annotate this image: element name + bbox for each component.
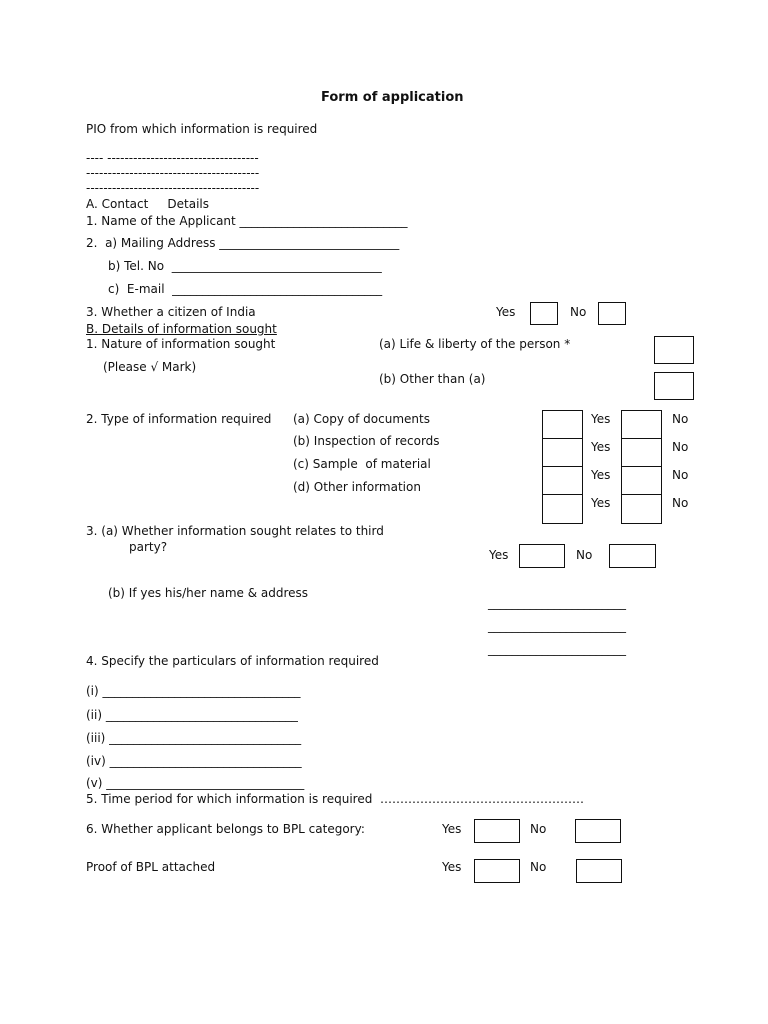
citizen-no-checkbox[interactable] [598, 302, 626, 325]
type-copy-yes-checkbox[interactable] [542, 410, 583, 439]
third-party-yes-label: Yes [489, 548, 509, 562]
please-mark-note: (Please √ Mark) [103, 360, 197, 374]
pio-line-1[interactable]: ---- ----------------------------------- [86, 151, 259, 165]
citizen-label: 3. Whether a citizen of India [86, 305, 256, 319]
specify-label: 4. Specify the particulars of information required [86, 654, 379, 668]
third-party-no-label: No [576, 548, 593, 562]
particular-ii-field[interactable]: (ii) ________________________________ [86, 708, 298, 722]
particular-v-field[interactable]: (v) _________________________________ [86, 776, 305, 790]
life-liberty-checkbox[interactable] [654, 336, 694, 364]
type-copy-no-label: No [672, 412, 689, 426]
type-other-no-label: No [672, 496, 689, 510]
proof-no-checkbox[interactable] [576, 859, 622, 883]
email-field[interactable]: c) E-mail ___________________________________ [108, 282, 383, 296]
third-party-no-checkbox[interactable] [609, 544, 656, 568]
address-line-1[interactable]: _______________________ [488, 596, 626, 610]
type-other-label: (d) Other information [293, 480, 421, 494]
pio-label: PIO from which information is required [86, 122, 318, 136]
bpl-no-checkbox[interactable] [575, 819, 621, 843]
type-label: 2. Type of information required [86, 412, 272, 426]
address-line-2[interactable]: _______________________ [488, 619, 626, 633]
type-other-no-checkbox[interactable] [621, 494, 662, 524]
applicant-name-field[interactable]: 1. Name of the Applicant ____________________________ [86, 214, 408, 228]
type-inspection-no-label: No [672, 440, 689, 454]
address-line-3[interactable]: _______________________ [488, 642, 626, 656]
bpl-yes-label: Yes [442, 822, 462, 836]
third-party-label: 3. (a) Whether information sought relates to third [86, 524, 384, 538]
proof-yes-checkbox[interactable] [474, 859, 520, 883]
proof-label: Proof of BPL attached [86, 860, 216, 874]
time-period-field[interactable]: 5. Time period for which information is required …………………………………………… [86, 792, 584, 806]
type-copy-yes-label: Yes [591, 412, 611, 426]
bpl-yes-checkbox[interactable] [474, 819, 520, 843]
type-copy-no-checkbox[interactable] [621, 410, 662, 439]
citizen-yes-label: Yes [496, 305, 516, 319]
type-inspection-yes-label: Yes [591, 440, 611, 454]
type-sample-label: (c) Sample of material [293, 457, 431, 471]
proof-no-label: No [530, 860, 547, 874]
type-other-yes-checkbox[interactable] [542, 494, 583, 524]
type-inspection-label: (b) Inspection of records [293, 434, 440, 448]
particular-iii-field[interactable]: (iii) ________________________________ [86, 731, 302, 745]
mailing-address-field[interactable]: 2. a) Mailing Address ______________________________ [86, 236, 400, 250]
third-party-yes-checkbox[interactable] [519, 544, 565, 568]
name-address-label: (b) If yes his/her name & address [108, 586, 309, 600]
type-other-yes-label: Yes [591, 496, 611, 510]
bpl-label: 6. Whether applicant belongs to BPL category: [86, 822, 365, 836]
tel-field[interactable]: b) Tel. No ___________________________________ [108, 259, 382, 273]
type-inspection-yes-checkbox[interactable] [542, 438, 583, 467]
type-sample-yes-label: Yes [591, 468, 611, 482]
pio-line-2[interactable]: ---------------------------------------- [86, 166, 260, 180]
section-a-heading: A. Contact Details [86, 197, 209, 211]
other-than-label: (b) Other than (a) [379, 372, 486, 386]
type-copy-label: (a) Copy of documents [293, 412, 430, 426]
nature-label: 1. Nature of information sought [86, 337, 276, 351]
particular-iv-field[interactable]: (iv) ________________________________ [86, 754, 302, 768]
citizen-yes-checkbox[interactable] [530, 302, 558, 325]
type-sample-no-checkbox[interactable] [621, 466, 662, 495]
proof-yes-label: Yes [442, 860, 462, 874]
pio-line-3[interactable]: ---------------------------------------- [86, 181, 260, 195]
bpl-no-label: No [530, 822, 547, 836]
type-sample-yes-checkbox[interactable] [542, 466, 583, 495]
third-party-label-cont: party? [129, 540, 168, 554]
section-b-heading: B. Details of information sought [86, 322, 277, 336]
other-than-checkbox[interactable] [654, 372, 694, 400]
particular-i-field[interactable]: (i) _________________________________ [86, 684, 301, 698]
type-sample-no-label: No [672, 468, 689, 482]
life-liberty-label: (a) Life & liberty of the person * [379, 337, 571, 351]
type-inspection-no-checkbox[interactable] [621, 438, 662, 467]
citizen-no-label: No [570, 305, 587, 319]
page-title: Form of application [321, 90, 464, 105]
